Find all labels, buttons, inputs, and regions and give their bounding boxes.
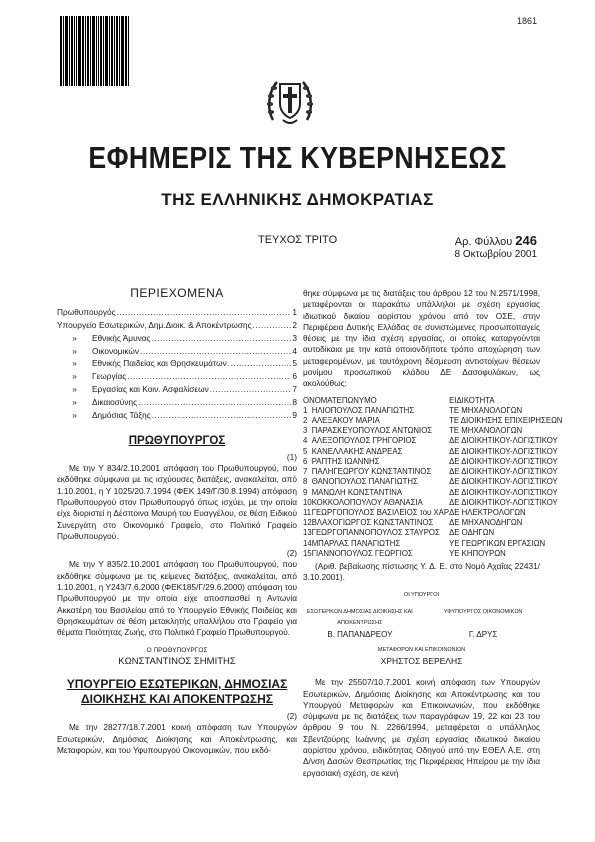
signatory-name-finance: Γ. ΔΡΥΣ [468, 630, 498, 640]
sheet-number [455, 233, 537, 248]
sheet-label: Αρ. Φύλλου [454, 236, 513, 248]
ministers-heading: ΟΙ ΥΠΟΥΡΓΟΙ [403, 591, 440, 598]
toc-item[interactable]: » Οικονομικών ..... 4 [57, 346, 297, 359]
left-column [57, 288, 297, 762]
table-row: 10 ΚΟΚΚΟΛΟΠΟΥΛΟΥ ΑΘΑΝΑΣΙΑ ΔΕ ΔΙΟΙΚΗΤΙΚΟΥ-ΛΟΓΙΣΤΙΚΟΥ [303, 497, 558, 507]
decision-number: (2) [286, 548, 297, 559]
issue-date: 8 Οκτωβρίου 2001 [454, 249, 537, 260]
pm-signer-name: ΚΩΝΣΤΑΝΤΙΝΟΣ ΣΗΜΙΤΗΣ [118, 655, 236, 667]
table-row: 11 ΓΕΩΡΓΟΠΟΥΛΟΣ ΒΑΣΙΛΕΙΟΣ του ΧΑΡ ΔΕ ΗΛΕΚΤΡΟΛΟΓΩΝ [303, 507, 526, 517]
gazette-title: ΕΦΗΜΕΡΙΣ ΤΗΣ ΚΥΒΕΡΝΗΣΕΩΣ [88, 140, 507, 175]
signatory-role-finance: ΥΦΥΠΟΥΡΓΟΣ ΟΙΚΟΝΟΜΙΚΩΝ [443, 608, 523, 615]
toc-item[interactable]: » Γεωργίας ..... 6 [57, 371, 297, 384]
pm-decision-1: Με την Υ 834/2.10.2001 απόφαση του Πρωθυπουργού, που εκδόθηκε σύμφωνα με τις ισχύουσες διατάξεις, ανακαλείται, από 1.10.2001, η Υ 1025/20.7.1994 (ΦΕΚ 149/Γ/30.8.1994) απόφαση Πρωθυπουργού στον Πρωθυπουργό όπως ισχύει, με την οποία είχε διοριστεί η Δέσποινα Μαυρή του Ευαγγέλου, σε θέση Ειδικού Συνεργάτη στο Οικονομικό Γραφείο, στο Πολιτικό Γραφείο Πρωθυπουργού. [57, 463, 297, 541]
toc-item[interactable]: Πρωθυπουργός ..... 1 [57, 307, 297, 320]
issue-label: ΤΕΥΧΟΣ ΤΡΙΤΟ [258, 234, 338, 246]
pm-section-heading: ΠΡΩΘΥΠΟΥΡΓΟΣ [128, 435, 226, 448]
signatory-role-transport: ΜΕΤΑΦΟΡΩΝ ΚΑΙ ΕΠΙΚΟΙΝΩΝΙΩΝ [377, 646, 466, 653]
signatory-role-interior: ΕΣΩΤΕΡΙΚΩΝ ΔΗΜΟΣΙΑΣ ΔΙΟΙΚΗΣΗΣ ΚΑΙ ΑΠΟΚΕΝΤΡΩΣΗΣ [306, 608, 413, 627]
toc-item[interactable]: » Δημόσιας Τάξης ..... 9 [57, 410, 297, 423]
table-row: 8 ΘΑΝΟΠΟΥΛΟΣ ΠΑΝΑΓΙΩΤΗΣ ΔΕ ΔΙΟΙΚΗΤΙΚΟΥ-ΛΟΓΙΣΤΙΚΟΥ [303, 477, 558, 487]
signatory-name-transport: ΧΡΗΣΤΟΣ ΒΕΡΕΛΗΣ [380, 656, 463, 666]
pm-decision-2: Με την Υ 835/2.10.2001 απόφαση του Πρωθυπουργού, που εκδόθηκε σύμφωνα με τις κείμενες διατάξεις, ανακαλείται, από 1.10.2001, η Υ243/7.6.2000 (ΦΕΚ185/Γ/29.6.2000) απόφαση του Πρωθυπουργού με την οποία είχε αποσπασθεί η Αντωνία Ακκατέρη του Βασιλείου από το Υπουργείο Εθνικής Παιδείας και Θρησκευμάτων σε θέση μετακλητής υπαλλήλου στο Γραφείο για θέματα Ποιότητας Ζωής, στο Πολιτικό Γραφείο Πρωθυπουργού. [57, 559, 297, 638]
toc-item[interactable]: » Δικαιοσύνης ..... 8 [57, 397, 297, 410]
column-header-specialty: ΕΙΔΙΚΟΤΗΤΑ [449, 395, 495, 405]
decision-number: (2) [286, 711, 297, 722]
ministry-heading: ΥΠΟΥΡΓΕΙΟ ΕΣΩΤΕΡΙΚΩΝ, ΔΗΜΟΣΙΑΣ ΔΙΟΙΚΗΣΗΣ ΚΑΙ ΑΠΟΚΕΝΤΡΩΣΗΣ [66, 677, 288, 707]
table-row: 7 ΠΑΛΗΓΕΩΡΓΟΥ ΚΩΝΣΤΑΝΤΙΝΟΣ ΔΕ ΔΙΟΙΚΗΤΙΚΟΥ-ΛΟΓΙΣΤΙΚΟΥ [303, 467, 558, 477]
gazette-subtitle: ΤΗΣ ΕΛΛΗΝΙΚΗΣ ΔΗΜΟΚΡΑΤΙΑΣ [161, 190, 434, 209]
table-row: 9 ΜΑΝΩΛΗ ΚΩΝΣΤΑΝΤΙΝΑ ΔΕ ΔΙΟΙΚΗΤΙΚΟΥ-ΛΟΓΙΣΤΙΚΟΥ [303, 487, 558, 497]
toc-heading: ΠΕΡΙΕΧΟΜΕΝΑ [130, 286, 224, 300]
toc-list [57, 307, 297, 422]
table-row: 2 ΑΛΕΞΑΚΟΥ ΜΑΡΙΑ ΤΕ ΔΙΟΙΚΗΣΗΣ ΕΠΙΧΕΙΡΗΣΕΩΝ [303, 416, 563, 426]
right-column [303, 288, 563, 785]
table-row: 6 ΡΑΠΤΗΣ ΙΩΑΝΝΗΣ ΔΕ ΔΙΟΙΚΗΤΙΚΟΥ-ΛΟΓΙΣΤΙΚΟΥ [303, 456, 558, 466]
signatory-name-interior: Β. ΠΑΠΑΝΔΡΕΟΥ [327, 630, 393, 640]
page-number: 1861 [516, 16, 537, 26]
toc-item[interactable]: » Εθνικής Άμυνας ..... 3 [57, 333, 297, 346]
table-row: 3 ΠΑΡΑΣΚΕΥΟΠΟΥΛΟΣ ΑΝΤΩΝΙΟΣ ΤΕ ΜΗΧΑΝΟΛΟΓΩΝ [303, 426, 523, 436]
pm-signer-role: Ο ΠΡΩΘΥΠΟΥΡΓΟΣ [146, 646, 208, 654]
sheet-value: 246 [515, 233, 537, 248]
table-row: 15 ΓΙΑΝΝΟΠΟΥΛΟΣ ΓΕΩΡΓΙΟΣ ΥΕ ΚΗΠΟΥΡΩΝ [303, 548, 506, 558]
table-row: 12 ΒΛΑΧΟΓΙΩΡΓΟΣ ΚΩΝΣΤΑΝΤΙΝΟΣ ΔΕ ΜΗΧΑΝΟΔΗΓΩΝ [303, 518, 523, 528]
toc-item[interactable]: Υπουργείο Εσωτερικών, Δημ.Διοικ. & Αποκέντρωσης ..... 2 [57, 320, 297, 333]
barcode [60, 16, 142, 94]
table-row: 5 ΚΑΝΕΛΛΑΚΗΣ ΑΝΔΡΕΑΣ ΔΕ ΔΙΟΙΚΗΤΙΚΟΥ-ΛΟΓΙΣΤΙΚΟΥ [303, 446, 558, 456]
employee-table [303, 396, 563, 559]
greek-coat-of-arms-icon [265, 74, 315, 130]
table-row: 1 ΗΛΙΟΠΟΥΛΟΣ ΠΑΝΑΓΙΩΤΗΣ ΤΕ ΜΗΧΑΝΟΛΟΓΩΝ [303, 405, 523, 415]
table-row: 14 ΜΠΑΡΛΑΣ ΠΑΝΑΓΙΩΤΗΣ ΥΕ ΓΕΩΡΓΙΚΩΝ ΕΡΓΑΣΙΩΝ [303, 538, 546, 548]
toc-item[interactable]: » Εργασίας και Κοιν. Ασφαλίσεων ..... 7 [57, 384, 297, 397]
decision-number: (1) [286, 451, 297, 462]
toc-item[interactable]: » Εθνικής Παιδείας και Θρησκευμάτων ..... 5 [57, 358, 297, 371]
column-header-name: ΟΝΟΜΑΤΕΠΩΝΥΜΟ [303, 395, 377, 405]
decision-continuation: θηκε σύμφωνα με τις διατάξεις του άρθρου 12 του Ν.2571/1998, μεταφέρονται οι παρακάτω υπάλληλοι με σχέση εργασίας ιδιωτικού δικαίου αορίστου χρόνου από τον ΟΣΕ, στην Περιφέρεια Δυτικής Ελλάδας σε συνιστώμενες προσωποπαγείς θέσεις με την ίδια σχέση εργασίας, οι οποίες καταργούνται αυτοδίκαια με την κατά οποιονδήποτε τρόπο αποχώρηση των μεταφερομένων, με ταυτόχρονη δέσμευση αντιστοίχων θέσεων μονίμου προσωπικού κλάδου ΔΕ Δασοφυλάκων, ως ακολούθως: [303, 288, 540, 389]
signatory-names [303, 629, 540, 640]
table-header [303, 396, 563, 406]
barcode-bars [60, 16, 142, 86]
transfer-decision: Με την 25507/10.7.2001 κοινή απόφαση των Υπουργών Εσωτερικών, Δημόσιας Διοίκησης και Αποκέντρωσης και του Υπουργού Μεταφορών και Επικοινωνιών, που εκδόθηκε σύμφωνα με τις διατάξεις των παραγράφων 19, 22 και 23 του άρθρου 9 του Ν. 2266/1994, μεταφέρεται ο υπάλληλος Σβεντζούρης Ιωάννης με σχέση εργασίας ιδιωτικού δικαίου αορίστου χρόνου, ειδικότητας Οδηγού από την ΕΘΕΛ Α.Ε. στη Δ/νση Δασών Θεσπρωτίας της Περιφέρειας Ηπείρου με την ίδια εργασιακή σχέση, σε κενή [303, 677, 540, 778]
credit-confirmation: (Αριθ. βεβαίωσης πίστωσης Υ. Δ. Ε. στο Νομό Αχαΐας 22431/ 3.10.2001). [303, 560, 540, 583]
table-row: 4 ΑΛΕΞΟΠΟΥΛΟΣ ΓΡΗΓΟΡΙΟΣ ΔΕ ΔΙΟΙΚΗΤΙΚΟΥ-ΛΟΓΙΣΤΙΚΟΥ [303, 436, 558, 446]
table-row: 13 ΓΕΩΡΓΟΠΑΝΝΟΠΟΥΛΟΣ ΣΤΑΥΡΟΣ ΔΕ ΟΔΗΓΩΝ [303, 528, 495, 538]
signatory-roles [303, 607, 540, 630]
ministry-decision: Με την 28277/18.7.2001 κοινή απόφαση των Υπουργών Εσωτερικών, Δημόσιας Διοίκησης και Αποκέντρωσης, και Μεταφορών, και του Υφυπουργού Οικονομικών, που εκδό- [57, 722, 297, 755]
